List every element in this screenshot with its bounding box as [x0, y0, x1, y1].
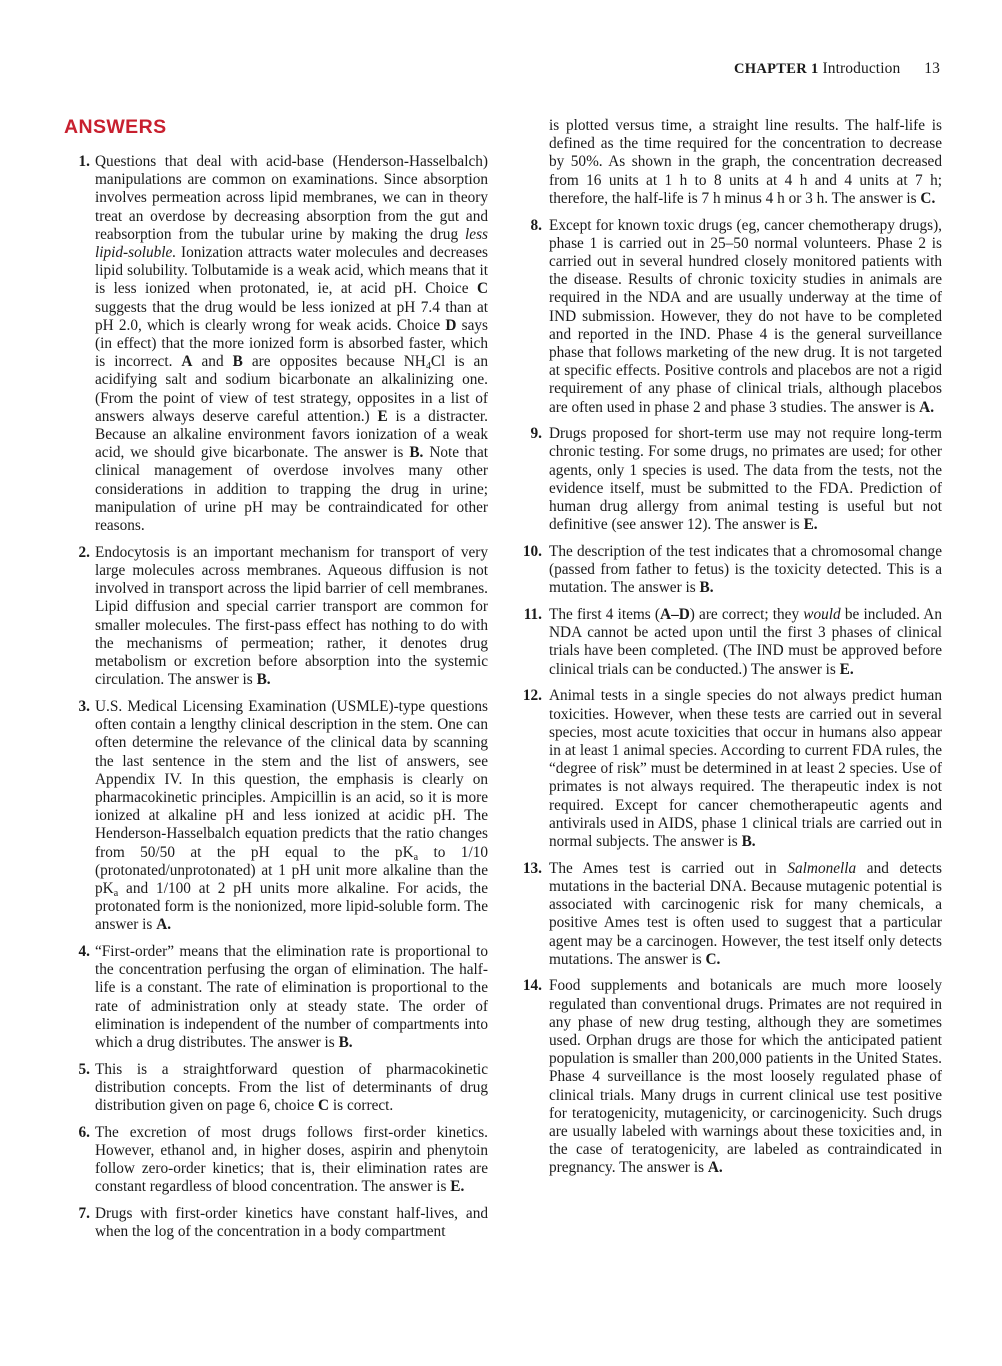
answer-number: 9. — [530, 425, 542, 443]
answer-number: 4. — [78, 943, 90, 961]
answer-number: 1. — [78, 153, 90, 170]
bold-answer: D — [445, 316, 457, 334]
subscript: a — [113, 887, 119, 899]
bold-answer: A. — [919, 398, 935, 416]
answer-number: 8. — [530, 216, 542, 234]
answer-item: 6. The excretion of most drugs follows first-order kinetics. However, ethanol and, in higher doses, aspirin and phenytoin follow zero-order kinetics; that is, their elimination rates are constant regardless of blood concentration. The answer is E. — [64, 1124, 488, 1197]
bold-answer: C — [476, 280, 488, 298]
answer-number: 14. — [522, 977, 542, 995]
answer-item: 9. Drugs proposed for short-term use may not require long-term chronic testing. For some drugs, no primates are used; for other agents, only 1 species is used. The data from the tests, not the evidence itself, must be submitted to the FDA. Prediction of human drug allergy from animal testing is useful but not definitive (see answer 12). The answer is E. — [512, 425, 942, 534]
answer-item: 14. Food supplements and botanicals are much more loosely regulated than conventional drugs. Primates are not required in any phase of new drug testing, although they are sometimes used. Orphan drugs are those for which the anticipated patient population is smaller than 200,000 patients in the United States. Phase 4 surveillance is the most loosely regulated phase of clinical trials. Many drugs in current clinical use test positive for teratogenicity, mutagenicity, or carcinogenicity. Such drugs are usually labeled with warnings about these toxicities and, in the case of teratogenicity, are labeled as contraindicated in pregnancy. The answer is A. — [512, 977, 942, 1177]
answer-number: 6. — [78, 1123, 90, 1141]
italic-text: would — [803, 606, 841, 624]
italic-text: Salmonella — [787, 859, 857, 877]
bold-answer: A. — [707, 1159, 723, 1177]
answer-item: 13. The Ames test is carried out in Salmonella and detects mutations in the bacterial DNA. Because mutagenic potential is associated with carcinogenic risk for many chemicals, a positive Ames test is often used to suggest that a particular agent may be a carcinogen. However, the test itself only detects mutations. The answer is C. — [512, 860, 942, 969]
answer-item: 3. U.S. Medical Licensing Examination (USMLE)-type questions often contain a lengthy clinical description in the stem. One can often determine the relevance of the clinical data by scanning the last sentence in the stem and the list of answers, see Appendix IV. In this question, the emphasis is clearly on pharmacokinetic principles. Ampicillin is an acid, so it is more ionized at alkaline pH and less ionized at acidic pH. The Henderson-Hasselbalch equation predicts that the ratio changes from 50/50 at the pH equal to the $pK_a$ to 1/10 (protonated/unprotonated) at 1 pH unit more alkaline than the $pK_a$ and 1/100 at 2 pH units more alkaline. For acids, the protonated form is the nonionized, more lipid-soluble form. The answer is A. — [64, 698, 488, 935]
running-head — [734, 60, 940, 78]
answer-item: 4. “First-order” means that the elimination rate is proportional to the concentration perfusing the organ of elimination. The half-life is a constant. The rate of elimination is proportional to the rate of administration only at steady state. The order of elimination is independent of the number of compartments into which a drug distributes. The answer is B. — [64, 943, 488, 1052]
right-column — [512, 117, 942, 1186]
bold-answer: B. — [409, 444, 424, 462]
chapter-title: Introduction — [822, 60, 901, 77]
left-column — [64, 153, 488, 1250]
bold-answer: B. — [338, 1034, 353, 1052]
answer-item: 7. Drugs with first-order kinetics have constant half-lives, and when the log of the concentration in a body compartment — [64, 1205, 488, 1241]
answer-7-continuation: is plotted versus time, a straight line results. The half-life is defined as the time required for the concentration to decrease by 50%. As shown in the graph, the concentration decreased from 16 units at 1 h to 8 units at 4 h and 4 units at 7 h; therefore, the half-life is 7 h minus 4 h or 3 h. The answer is C. — [549, 117, 942, 207]
subscript: 4 — [425, 361, 431, 373]
answer-number: 11. — [523, 606, 542, 624]
bold-answer: E. — [803, 516, 818, 534]
bold-answer: E. — [839, 660, 854, 678]
answer-number: 5. — [78, 1060, 90, 1078]
bold-answer: B. — [699, 579, 714, 597]
answer-number: 12. — [522, 687, 542, 705]
page-number: 13 — [924, 60, 940, 77]
answer-number: 3. — [78, 697, 90, 715]
answers-heading: ANSWERS — [64, 116, 167, 138]
bold-answer: E. — [450, 1178, 465, 1196]
bold-answer: E — [377, 407, 388, 425]
answer-number: 10. — [522, 542, 542, 560]
answer-item: 2. Endocytosis is an important mechanism for transport of very large molecules across membranes. Aqueous diffusion is not involved in transport across the lipid barrier of cell membranes. Lipid diffusion and special carrier transport are common for smaller molecules. The first-pass effect has nothing to do with the mechanisms of permeation; rather, it denotes drug metabolism or excretion before absorption into the systemic circulation. The answer is B. — [64, 544, 488, 690]
bold-answer: C. — [920, 189, 936, 207]
bold-answer: A. — [156, 916, 172, 934]
bold-answer: B — [232, 353, 243, 371]
bold-answer: A — [181, 353, 193, 371]
answer-number: 7. — [78, 1205, 90, 1223]
chapter-label: CHAPTER 1 — [734, 61, 819, 77]
answer-item: 8. Except for known toxic drugs (eg, cancer chemotherapy drugs), phase 1 is carried out in 25–50 normal volunteers. Phase 2 is carried out in several hundred closely monitored patients with the disease. Results of chronic toxicity studies in animals are required in the NDA and are usually underway at the time of IND submission. However, they do not have to be completed and reported in the IND. Phase 4 is the general surveillance phase that follows marketing of the new drug. It is not targeted at specific effects. Positive controls and placebos are not a rigid requirement of any phase of clinical trials, although placebos are often used in phase 2 and phase 3 studies. The answer is A. — [512, 217, 942, 417]
answer-item: 11. The first 4 items (A–D) are correct; they would be included. An NDA cannot be acted upon until the first 3 phases of clinical trials have been completed. (The IND must be approved before clinical trials can be conducted.) The answer is E. — [512, 606, 942, 679]
answer-number: 13. — [522, 859, 542, 877]
bold-answer: B. — [741, 833, 756, 851]
bold-answer: B. — [256, 671, 271, 689]
right-column-items — [512, 217, 942, 1178]
answer-item: 10. The description of the test indicates that a chromosomal change (passed from father to fetus) is the toxicity detected. This is a mutation. The answer is B. — [512, 543, 942, 598]
bold-answer: C — [318, 1097, 330, 1115]
bold-answer: A–D — [660, 606, 690, 624]
answer-item: 5. This is a straightforward question of pharmacokinetic distribution concepts. From the list of determinants of drug distribution given on page 6, choice C is correct. — [64, 1061, 488, 1116]
answer-number: 2. — [78, 543, 90, 561]
bold-answer: C. — [705, 950, 721, 968]
answer-item: 12. Animal tests in a single species do not always predict human toxicities. However, when these tests are carried out in several species, most acute toxicities that occur in humans also appear in at least 1 animal species. According to current FDA rules, the “degree of risk” must be determined in at least 2 species. Use of primates is not always required. The therapeutic index is not required. Except for cancer chemotherapeutic agents and antivirals used in AIDS, phase 1 clinical trials are carried out in normal subjects. The answer is B. — [512, 687, 942, 851]
subscript: a — [413, 851, 419, 863]
italic-text: less lipid-soluble. — [95, 225, 488, 262]
answer-item: 1. Questions that deal with acid-base (Henderson-Hasselbalch) manipulations are common on examinations. Since absorption involves permeation across lipid membranes, we can in theory treat an overdose by decreasing absorption from the gut and reabsorption from the tubular urine by making the drug less lipid-soluble. Ionization attracts water molecules and decreases lipid solubility. Tolbutamide is a weak acid, which means that it is less ionized when protonated, ie, at acid pH. Choice C suggests that the drug would be less ionized at pH 7.4 than at pH 2.0, which is clearly wrong for weak acids. Choice D says (in effect) that the more ionized form is absorbed faster, which is incorrect. A and B are opposites because $NH_4Cl$ is an acidifying salt and sodium bicarbonate an alkalinizing one. (From the point of view of test strategy, opposites in a list of answers always deserve careful attention.) E is a distracter. Because an alkaline environment favors ionization of a weak acid, we should give bicarbonate. The answer is B. Note that clinical management of overdose involves many other considerations in addition to trapping the drug in urine; manipulation of urine pH may be contraindicated for other reasons. — [64, 153, 488, 535]
